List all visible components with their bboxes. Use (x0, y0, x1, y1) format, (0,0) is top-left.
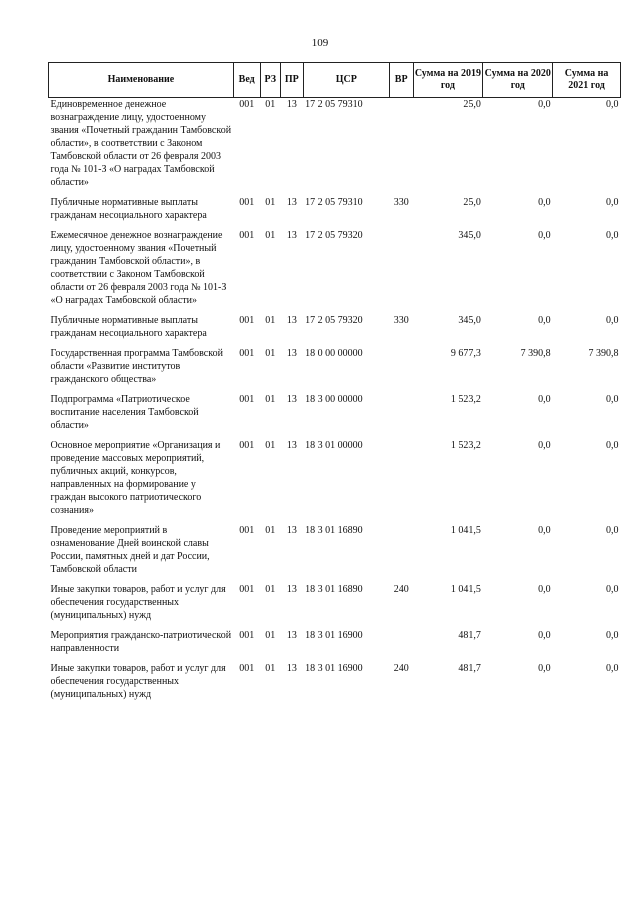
row-ved: 001 (239, 584, 255, 595)
row-ved: 001 (239, 99, 255, 110)
row-rz: 01 (265, 663, 276, 674)
row-sum-2019: 481,7 (458, 630, 481, 641)
row-pr: 13 (286, 348, 297, 359)
row-pr: 13 (286, 663, 297, 674)
row-sum-2019: 1 041,5 (450, 525, 481, 536)
row-ved: 001 (239, 630, 255, 641)
row-pr: 13 (286, 394, 297, 405)
header-pr: ПР (281, 63, 304, 98)
row-name: Подпрограмма «Патриотическое воспитание населения Тамбовской области» (50, 394, 199, 431)
row-name: Иные закупки товаров, работ и услуг для обеспечения государственных (муниципальных) нужд (50, 584, 226, 621)
header-sum-2020: Сумма на 2020 год (483, 63, 553, 98)
table-row (49, 314, 621, 347)
row-vr (389, 393, 413, 439)
row-sum-2020: 0,0 (538, 315, 551, 326)
row-sum-2021: 0,0 (606, 584, 619, 595)
row-sum-2019: 1 523,2 (450, 394, 481, 405)
row-sum-2021: 0,0 (606, 394, 619, 405)
row-name: Иные закупки товаров, работ и услуг для обеспечения государственных (муниципальных) нужд (50, 663, 226, 700)
row-name: Государственная программа Тамбовской области «Развитие институтов гражданского общества» (50, 348, 223, 385)
row-rz: 01 (265, 630, 276, 641)
row-ved: 001 (239, 525, 255, 536)
row-sum-2020: 0,0 (538, 99, 551, 110)
row-name: Единовременное денежное вознаграждение лицу, удостоенному звания «Почетный гражданин Тамбовской области», в соответствии с Законом Тамбовской области от 26 февраля 2003 года № 101-З «О наградах Тамбовской области» (50, 99, 232, 188)
row-rz: 01 (265, 440, 276, 451)
row-ved: 001 (239, 230, 255, 241)
table-row (49, 439, 621, 524)
row-sum-2020: 0,0 (538, 584, 551, 595)
row-csr: 18 3 01 16890 (305, 525, 363, 536)
row-rz: 01 (265, 348, 276, 359)
row-csr: 17 2 05 79310 (305, 197, 363, 208)
header-vr: ВР (389, 63, 413, 98)
row-vr: 240 (393, 663, 409, 674)
row-csr: 18 3 01 00000 (305, 440, 363, 451)
table-header-row (49, 63, 621, 98)
header-ved: Вед (233, 63, 260, 98)
header-sum-2021: Сумма на 2021 год (553, 63, 621, 98)
header-rz: РЗ (260, 63, 281, 98)
row-vr (389, 347, 413, 393)
table-row (49, 393, 621, 439)
header-sum-2019: Сумма на 2019 год (413, 63, 483, 98)
table-row (49, 583, 621, 629)
table-body (49, 98, 621, 709)
row-vr (389, 629, 413, 662)
row-sum-2021: 0,0 (606, 630, 619, 641)
row-ved: 001 (239, 197, 255, 208)
row-sum-2019: 1 523,2 (450, 440, 481, 451)
table-row (49, 524, 621, 583)
row-vr: 240 (393, 584, 409, 595)
row-pr: 13 (286, 630, 297, 641)
row-pr: 13 (286, 99, 297, 110)
row-sum-2021: 7 390,8 (588, 348, 619, 359)
row-rz: 01 (265, 230, 276, 241)
row-sum-2019: 1 041,5 (450, 584, 481, 595)
row-rz: 01 (265, 394, 276, 405)
row-sum-2021: 0,0 (606, 663, 619, 674)
row-rz: 01 (265, 525, 276, 536)
row-sum-2021: 0,0 (606, 197, 619, 208)
row-pr: 13 (286, 525, 297, 536)
row-ved: 001 (239, 315, 255, 326)
row-csr: 18 3 01 16900 (305, 630, 363, 641)
row-vr (389, 439, 413, 524)
row-csr: 17 2 05 79320 (305, 230, 363, 241)
row-sum-2019: 345,0 (458, 315, 481, 326)
row-rz: 01 (265, 315, 276, 326)
row-sum-2020: 0,0 (538, 525, 551, 536)
budget-table (48, 62, 621, 708)
row-vr (389, 229, 413, 314)
row-sum-2019: 25,0 (463, 197, 481, 208)
row-sum-2021: 0,0 (606, 440, 619, 451)
row-sum-2019: 345,0 (458, 230, 481, 241)
header-name: Наименование (49, 63, 234, 98)
row-sum-2020: 0,0 (538, 394, 551, 405)
row-rz: 01 (265, 584, 276, 595)
row-vr: 330 (393, 197, 409, 208)
row-csr: 18 3 01 16890 (305, 584, 363, 595)
row-csr: 17 2 05 79310 (305, 99, 363, 110)
row-ved: 001 (239, 348, 255, 359)
row-sum-2021: 0,0 (606, 525, 619, 536)
table-row (49, 629, 621, 662)
row-name: Ежемесячное денежное вознаграждение лицу, удостоенному звания «Почетный гражданин Тамбовской области», в соответствии с Законом Тамбовской области от 26 февраля 2003 года № 101-З «О наградах Тамбовской области» (50, 230, 227, 306)
row-pr: 13 (286, 584, 297, 595)
row-ved: 001 (239, 440, 255, 451)
row-rz: 01 (265, 197, 276, 208)
header-csr: ЦСР (303, 63, 389, 98)
row-name: Публичные нормативные выплаты гражданам несоциального характера (50, 197, 207, 221)
row-name: Мероприятия гражданско-патриотической направленности (50, 630, 232, 654)
row-sum-2020: 0,0 (538, 630, 551, 641)
row-sum-2019: 9 677,3 (450, 348, 481, 359)
row-pr: 13 (286, 440, 297, 451)
table-row (49, 98, 621, 197)
row-pr: 13 (286, 230, 297, 241)
row-ved: 001 (239, 663, 255, 674)
row-csr: 18 3 01 16900 (305, 663, 363, 674)
row-csr: 18 0 00 00000 (305, 348, 363, 359)
row-sum-2019: 25,0 (463, 99, 481, 110)
page-number: 109 (311, 37, 329, 49)
row-csr: 17 2 05 79320 (305, 315, 363, 326)
row-sum-2021: 0,0 (606, 315, 619, 326)
table-row (49, 196, 621, 229)
row-sum-2021: 0,0 (606, 99, 619, 110)
row-vr (389, 98, 413, 197)
row-name: Публичные нормативные выплаты гражданам несоциального характера (50, 315, 207, 339)
row-name: Основное мероприятие «Организация и проведение массовых мероприятий, публичных акций, конкурсов, направленных на формирование у граждан высокого патриотического сознания» (50, 440, 221, 516)
row-ved: 001 (239, 394, 255, 405)
row-sum-2020: 7 390,8 (520, 348, 551, 359)
row-sum-2020: 0,0 (538, 440, 551, 451)
row-name: Проведение мероприятий в ознаменование Дней воинской славы России, памятных дней и дат России, Тамбовской области (50, 525, 210, 575)
row-pr: 13 (286, 197, 297, 208)
row-sum-2021: 0,0 (606, 230, 619, 241)
table-row (49, 229, 621, 314)
row-vr: 330 (393, 315, 409, 326)
row-vr (389, 524, 413, 583)
row-sum-2020: 0,0 (538, 663, 551, 674)
row-sum-2020: 0,0 (538, 197, 551, 208)
table-row (49, 347, 621, 393)
row-sum-2020: 0,0 (538, 230, 551, 241)
row-rz: 01 (265, 99, 276, 110)
row-csr: 18 3 00 00000 (305, 394, 363, 405)
row-pr: 13 (286, 315, 297, 326)
table-row (49, 662, 621, 708)
row-sum-2019: 481,7 (458, 663, 481, 674)
